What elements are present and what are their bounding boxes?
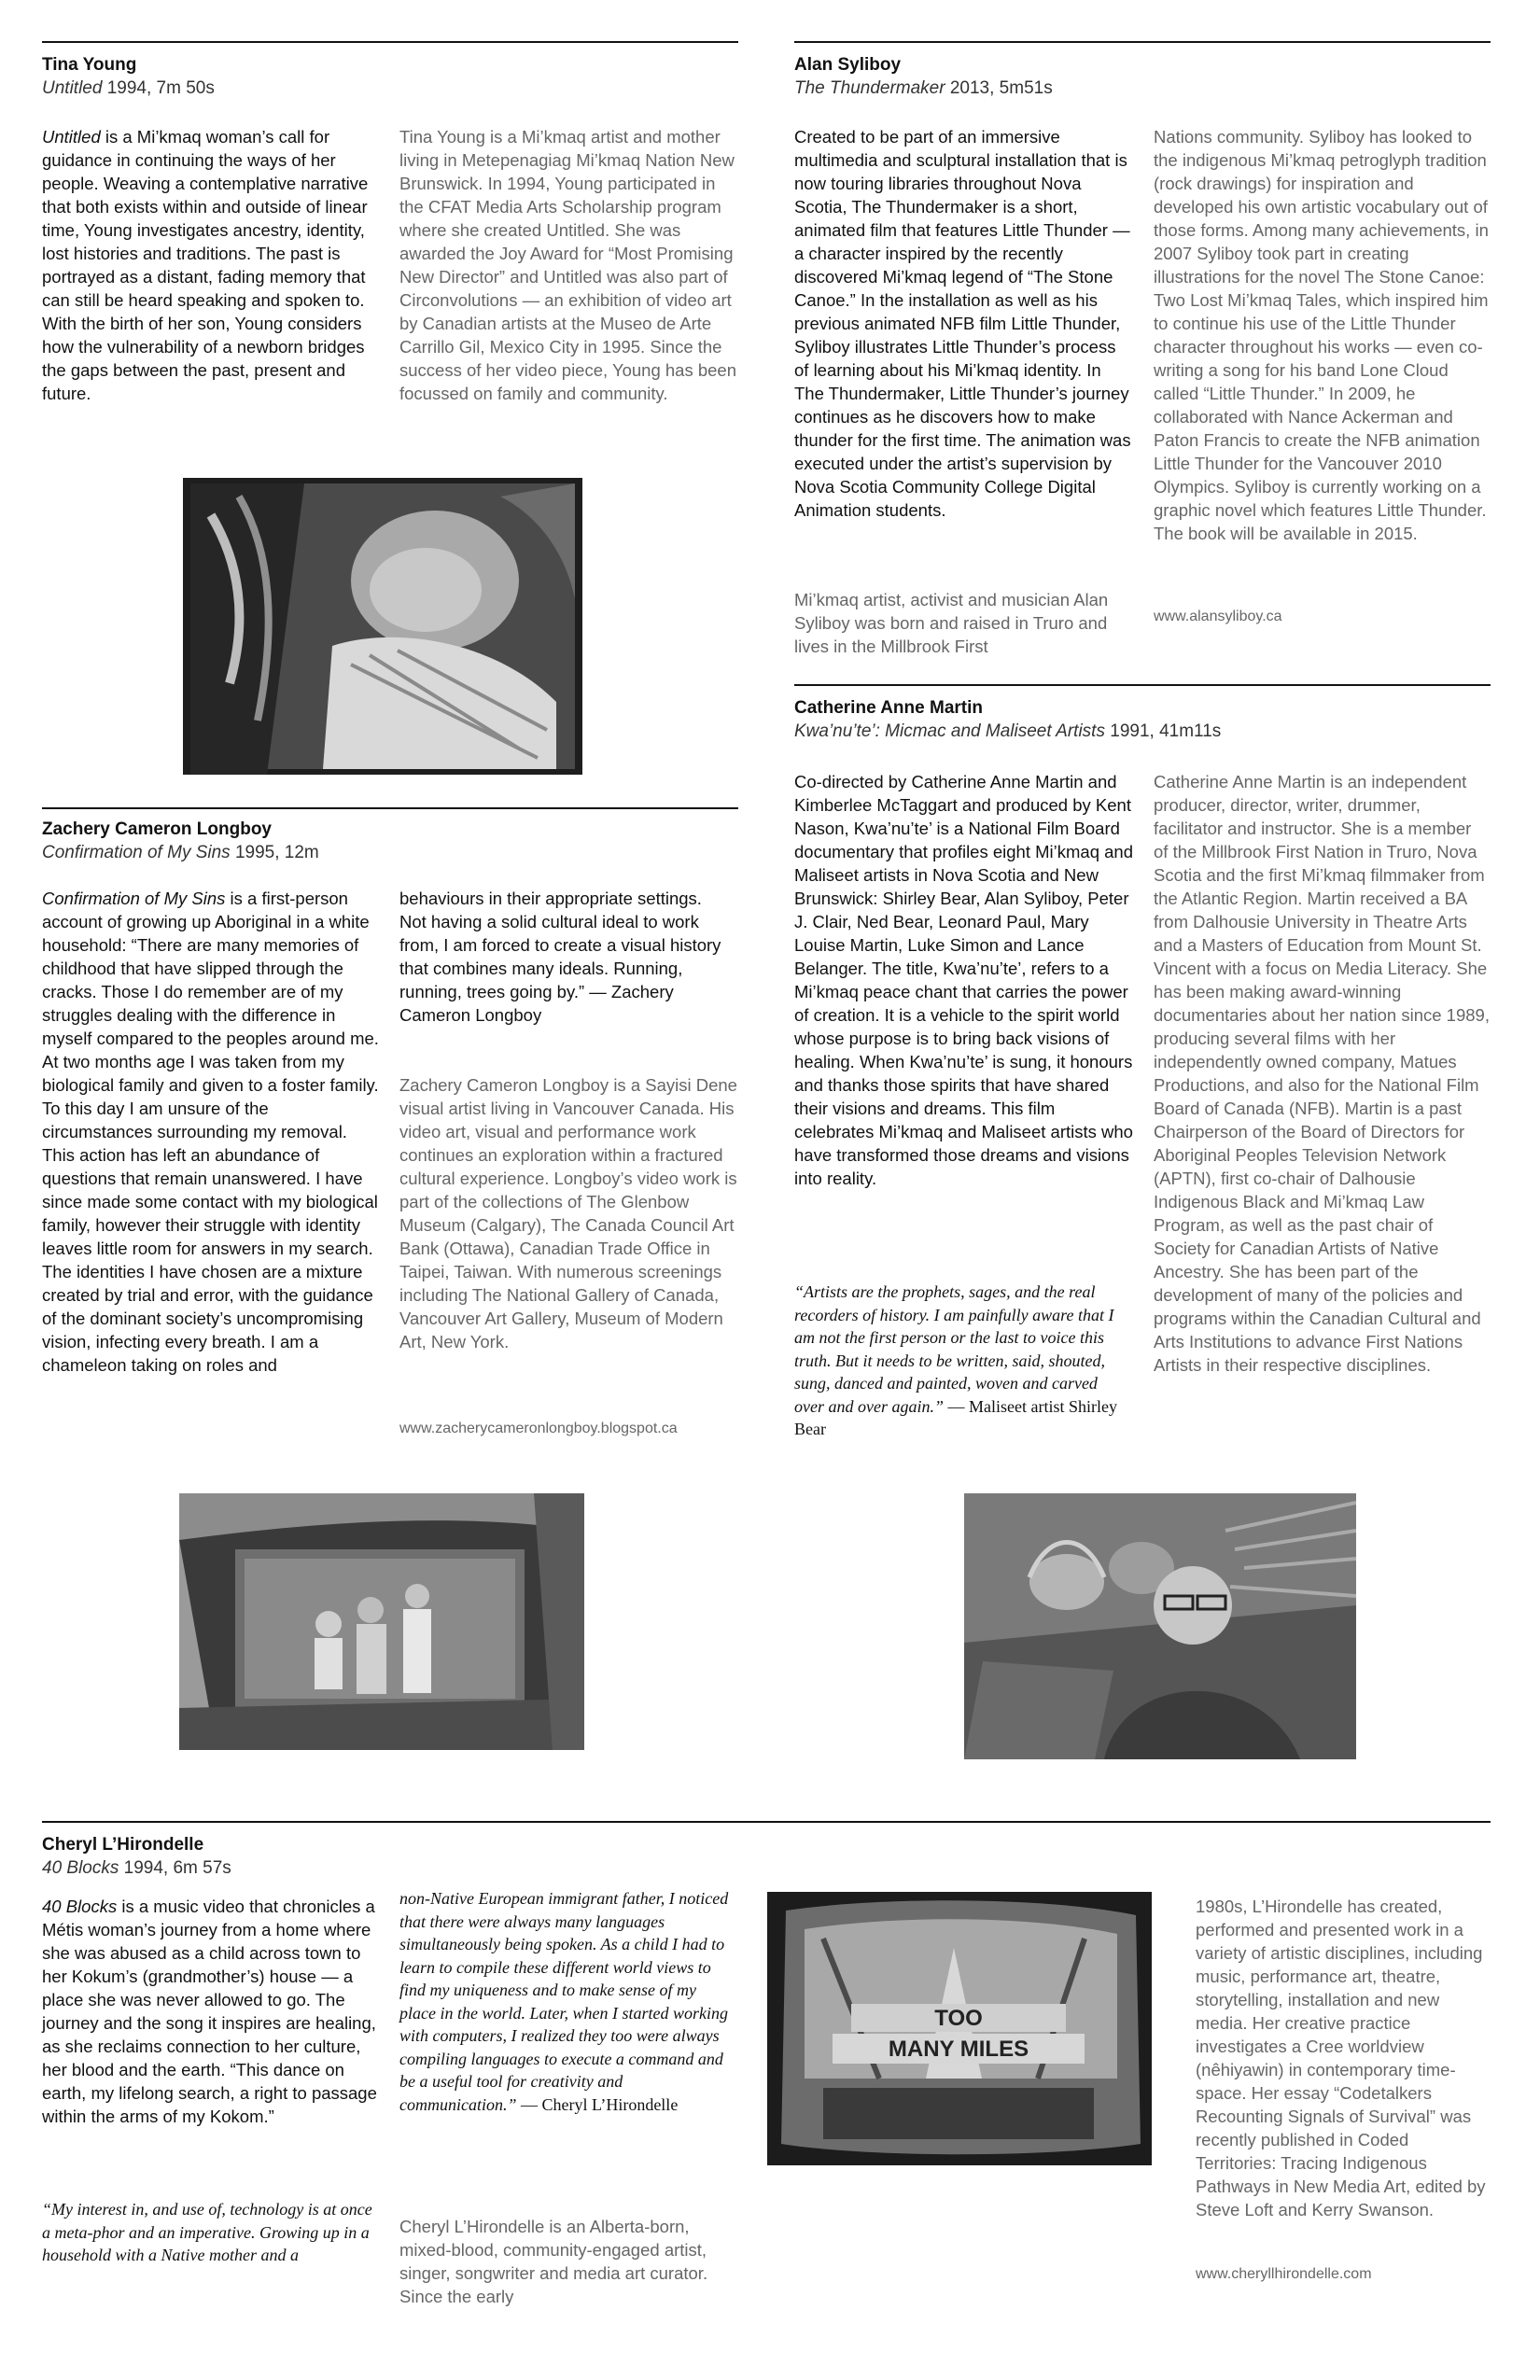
family-photo bbox=[179, 1493, 584, 1750]
alan-header bbox=[794, 53, 1448, 100]
cheryl-website[interactable]: www.cheryllhirondelle.com bbox=[1196, 2266, 1372, 2282]
catherine-header bbox=[794, 696, 1485, 743]
sign-text: TOO bbox=[934, 2006, 983, 2031]
cheryl-quote-2: non-Native European immigrant father, I noticed that there were always many languages simultaneously being spoken. As a child I had to learn to compile these different world views to find my uniqueness and to make sense of my place in the world. Later, when I started working with computers, I realized they too were always compiling languages to execute a command and be a useful tool for creativity and communication.” — Cheryl L’Hirondelle bbox=[399, 1889, 729, 2114]
catherine-bio: Catherine Anne Martin is an independent producer, director, writer, drummer, facilitator and instructor. She is a member of the Millbrook First Nation in Truro, Nova Scotia and the first Mi’kmaq filmmaker from the Atlantic Region. Martin received a BA from Dalhousie University in Theatre Arts and a Masters of Education from Mount St. Vincent with a focus on Media Literacy. She has been making award-winning documentaries about her nation since 1989, producing several films with her independently owned company, Matues Productions, and also for the National Film Board of Canada (NFB). Martin is a past Chairperson of the Board of Directors for Aboriginal Peoples Television Network (APTN), first co-chair of Dalhousie Indigenous Black and Mi’kmaq Law Program, as well as the past chair of Society for Canadian Artists of Native Ancestry. She has been part of the development of many of the policies and programs within the Canadian Cultural and Arts Institutions to advance First Nations Artists in their respective disciplines. bbox=[1154, 772, 1490, 1375]
too-many-miles-photo bbox=[767, 1892, 1152, 2165]
alan-website[interactable]: www.alansyliboy.ca bbox=[1154, 609, 1282, 624]
section-rule bbox=[794, 41, 1491, 43]
cheryl-bio-2: 1980s, L’Hirondelle has created, performed and presented work in a variety of artistic disciplines, including music, performance art, theatre, storytelling, installation and new media. Her creative practice investigates a Cree worldview (nêhiyawin) in contemporary time-space. Her essay “Codetalkers Recounting Signals of Survival” was recently published in Coded Territories: Tracing Indigenous Pathways in New Media Art, edited by Steve Loft and Kerry Swanson. bbox=[1196, 1897, 1486, 2219]
zachery-bio: Zachery Cameron Longboy is a Sayisi Dene visual artist living in Vancouver Canada. His video art, visual and performance work continues an exploration within a fractured cultural experience. Longboy’s video work is part of the collections of The Glenbow Museum (Calgary), The Canada Council Art Bank (Ottawa), Canadian Trade Office in Taipei, Taiwan. With numerous screenings including The National Gallery of Canada, Vancouver Art Gallery, Museum of Modern Art, New York. bbox=[399, 1075, 737, 1351]
baby-photo bbox=[183, 478, 582, 775]
work-info: Untitled 1994, 7m 50s bbox=[42, 78, 215, 98]
sign-text: MANY MILES bbox=[888, 2037, 1029, 2062]
cheryl-quote-1: “My interest in, and use of, technology is at once a meta-phor and an imperative. Growing up in a household with a Native mother and a bbox=[42, 2200, 372, 2264]
alan-bio-2: Nations community. Syliboy has looked to the indigenous Mi’kmaq petroglyph tradition (rock drawings) for inspiration and developed his own artistic vocabulary out of those forms. Among many achievements, in 2007 Syliboy took part in creating illustrations for the novel The Stone Canoe: Two Lost Mi’kmaq Tales, which inspired him to continue his use of the Little Thunder character throughout his works — even co-writing a song for his band Lone Cloud called “Little Thunder.” In 2009, he collaborated with Nance Ackerman and Paton Francis to create the NFB animation Little Thunder for the Vancouver 2010 Olympics. Syliboy is currently working on a graphic novel which features Little Thunder. The book will be available in 2015. bbox=[1154, 127, 1489, 543]
cheryl-description: 40 Blocks is a music video that chronicles a Métis woman’s journey from a home where she was abused as a child across town to her Kokum’s (grandmother’s) house — a place she was never allowed to go. The journey and the song it inspires are healing, as she reclaims connection to her culture, her blood and the earth. “This dance on earth, my lifelong search, a right to passage within the arms of my Kokom.” bbox=[42, 1897, 377, 2126]
artist-name: Cheryl L’Hirondelle bbox=[42, 1835, 204, 1855]
tina-bio: Tina Young is a Mi’kmaq artist and mother living in Metepenagiag Mi’kmaq Nation New Brunswick. In 1994, Young participated in the CFAT Media Arts Scholarship program where she created Untitled. She was awarded the Joy Award for “Most Promising New Director” and Untitled was also part of Circonvolutions — an exhibition of video art by Canadian artists at the Museo de Arte Carrillo Gil, Mexico City in 1995. Since the success of her video piece, Young has been focussed on family and community. bbox=[399, 127, 737, 403]
artist-name: Catherine Anne Martin bbox=[794, 698, 983, 718]
artist-name: Tina Young bbox=[42, 55, 137, 75]
zachery-header bbox=[42, 818, 695, 864]
tina-header bbox=[42, 53, 695, 100]
alan-bio-1: Mi’kmaq artist, activist and musician Alan Syliboy was born and raised in Truro and lives in the Millbrook First bbox=[794, 590, 1109, 656]
section-rule bbox=[42, 1821, 1491, 1823]
zachery-website[interactable]: www.zacherycameronlongboy.blogspot.ca bbox=[399, 1421, 678, 1436]
work-info: 40 Blocks 1994, 6m 57s bbox=[42, 1858, 231, 1878]
zachery-description-cont: behaviours in their appropriate settings. Not having a solid cultural ideal to work from, I am forced to create a visual history that combines many ideals. Running, running, trees going by.” — Zachery Cameron Longboy bbox=[399, 889, 721, 1025]
zachery-description: Confirmation of My Sins is a first-person account of growing up Aboriginal in a white household: “There are many memories of childhood that have slipped through the cracks. Those I do remember are of my struggles dealing with the difference in myself compared to the peoples around me. At two months age I was taken from my biological family and given to a foster family. To this day I am unsure of the circumstances surrounding my removal. This action has left an abundance of questions that remain unanswered. I have since made some contact with my biological family, however their struggle with identity leaves little room for answers in my search. The identities I have chosen are a mixture created by trial and error, with the guidance of the dominant society’s uncompromising vision, infecting every breath. I am a chameleon taking on roles and bbox=[42, 889, 379, 1375]
cheryl-header bbox=[42, 1833, 695, 1880]
cheryl-bio-1: Cheryl L’Hirondelle is an Alberta-born, mixed-blood, community-engaged artist, singer, songwriter and media art curator. Since the early bbox=[399, 2217, 708, 2306]
section-rule bbox=[794, 684, 1491, 686]
basket-maker-photo bbox=[964, 1493, 1356, 1759]
catherine-description: Co-directed by Catherine Anne Martin and Kimberlee McTaggart and produced by Kent Nason, Kwa’nu’te’ is a National Film Board documentary that profiles eight Mi’kmaq and Maliseet artists in Nova Scotia and New Brunswick: Shirley Bear, Alan Syliboy, Peter J. Clair, Ned Bear, Leonard Paul, Mary Louise Martin, Luke Simon and Lance Belanger. The title, Kwa’nu’te’, refers to a Mi’kmaq peace chant that carries the power of creation. It is a vehicle to the spirit world whose purpose is to bring back visions of healing. When Kwa’nu’te’ is sung, it honours and thanks those spirits that have shared their visions and dreams. This film celebrates Mi’kmaq and Maliseet artists who have transformed those dreams and visions into reality. bbox=[794, 772, 1133, 1188]
section-rule bbox=[42, 41, 738, 43]
tina-description: Untitled is a Mi’kmaq woman’s call for guidance in continuing the ways of her people. Weaving a contemplative narrative that both exists within and outside of linear time, Young investigates ancestry, identity, lost histories and traditions. The past is portrayed as a distant, fading memory that can still be heard speaking and spoken to. With the birth of her son, Young considers how the vulnerability of a newborn bridges the gaps between the past, present and future. bbox=[42, 127, 369, 403]
work-info: The Thundermaker 2013, 5m51s bbox=[794, 78, 1053, 98]
alan-description: Created to be part of an immersive multimedia and sculptural installation that is now touring libraries throughout Nova Scotia, The Thundermaker is a short, animated film that features Little Thunder — a character inspired by the recently discovered Mi’kmaq legend of “The Stone Canoe.” In the installation as well as his previous animated NFB film Little Thunder, Syliboy illustrates Little Thunder’s process of learning about his Mi’kmaq identity. In The Thundermaker, Little Thunder’s journey continues as he discovers how to make thunder for the first time. The animation was executed under the artist’s supervision by Nova Scotia Community College Digital Animation students. bbox=[794, 127, 1131, 520]
section-rule bbox=[42, 807, 738, 809]
artist-name: Alan Syliboy bbox=[794, 55, 902, 75]
work-info: Confirmation of My Sins 1995, 12m bbox=[42, 843, 319, 862]
shirley-bear-quote: “Artists are the prophets, sages, and the real recorders of history. I am painfully aware that I am not the first person or the last to voice this truth. But it needs to be written, said, shouted, sung, danced and painted, woven and carved over and over again.” — Maliseet artist Shirley Bear bbox=[794, 1282, 1117, 1438]
work-info: Kwa’nu’te’: Micmac and Maliseet Artists 1991, 41m11s bbox=[794, 721, 1222, 741]
artist-name: Zachery Cameron Longboy bbox=[42, 819, 272, 839]
